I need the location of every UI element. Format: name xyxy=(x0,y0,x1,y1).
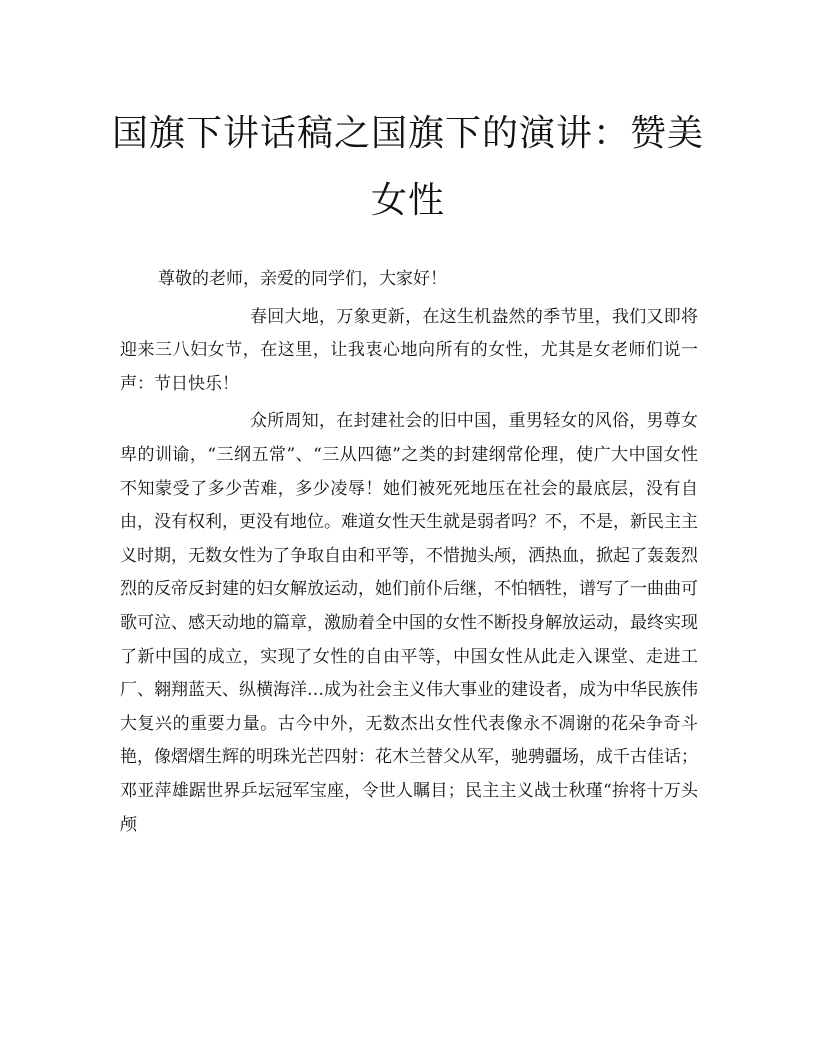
paragraph-2: 众所周知，在封建社会的旧中国，重男轻女的风俗，男尊女卑的训谕，“三纲五常”、“三从四德”之类的封建纲常伦理，使广大中国女性不知蒙受了多少苦难，多少凌辱！她们被死死地压在社会的最底层，没有自由，没有权利，更没有地位。难道女性天生就是弱者吗？不，不是，新民主主义时期，无数女性为了争取自由和平等，不惜抛头颅，洒热血，掀起了轰轰烈烈的反帝反封建的妇女解放运动，她们前仆后继，不怕牺牲，谱写了一曲曲可歌可泣、感天动地的篇章，激励着全中国的女性不断投身解放运动，最终实现了新中国的成立，实现了女性的自由平等，中国女性从此走入课堂、走进工厂、翱翔蓝天、纵横海洋…成为社会主义伟大事业的建设者，成为中华民族伟大复兴的重要力量。古今中外，无数杰出女性代表像永不凋谢的花朵争奇斗艳，像熠熠生辉的明珠光芒四射：花木兰替父从军，驰骋疆场，成千古佳话；邓亚萍雄踞世界乒坛冠军宝座，令世人瞩目；民主主义战士秋瑾“拚将十万头颅 xyxy=(120,411,698,835)
salutation: 尊敬的老师，亲爱的同学们，大家好！ xyxy=(158,269,447,289)
paragraph-1: 春回大地，万象更新，在这生机盎然的季节里，我们又即将迎来三八妇女节，在这里，让我衷心地向所有的女性，尤其是女老师们说一声：节日快乐！ xyxy=(120,306,698,394)
document-body xyxy=(120,263,698,842)
document-title: 国旗下讲话稿之国旗下的演讲：赞美女性 xyxy=(111,113,704,221)
